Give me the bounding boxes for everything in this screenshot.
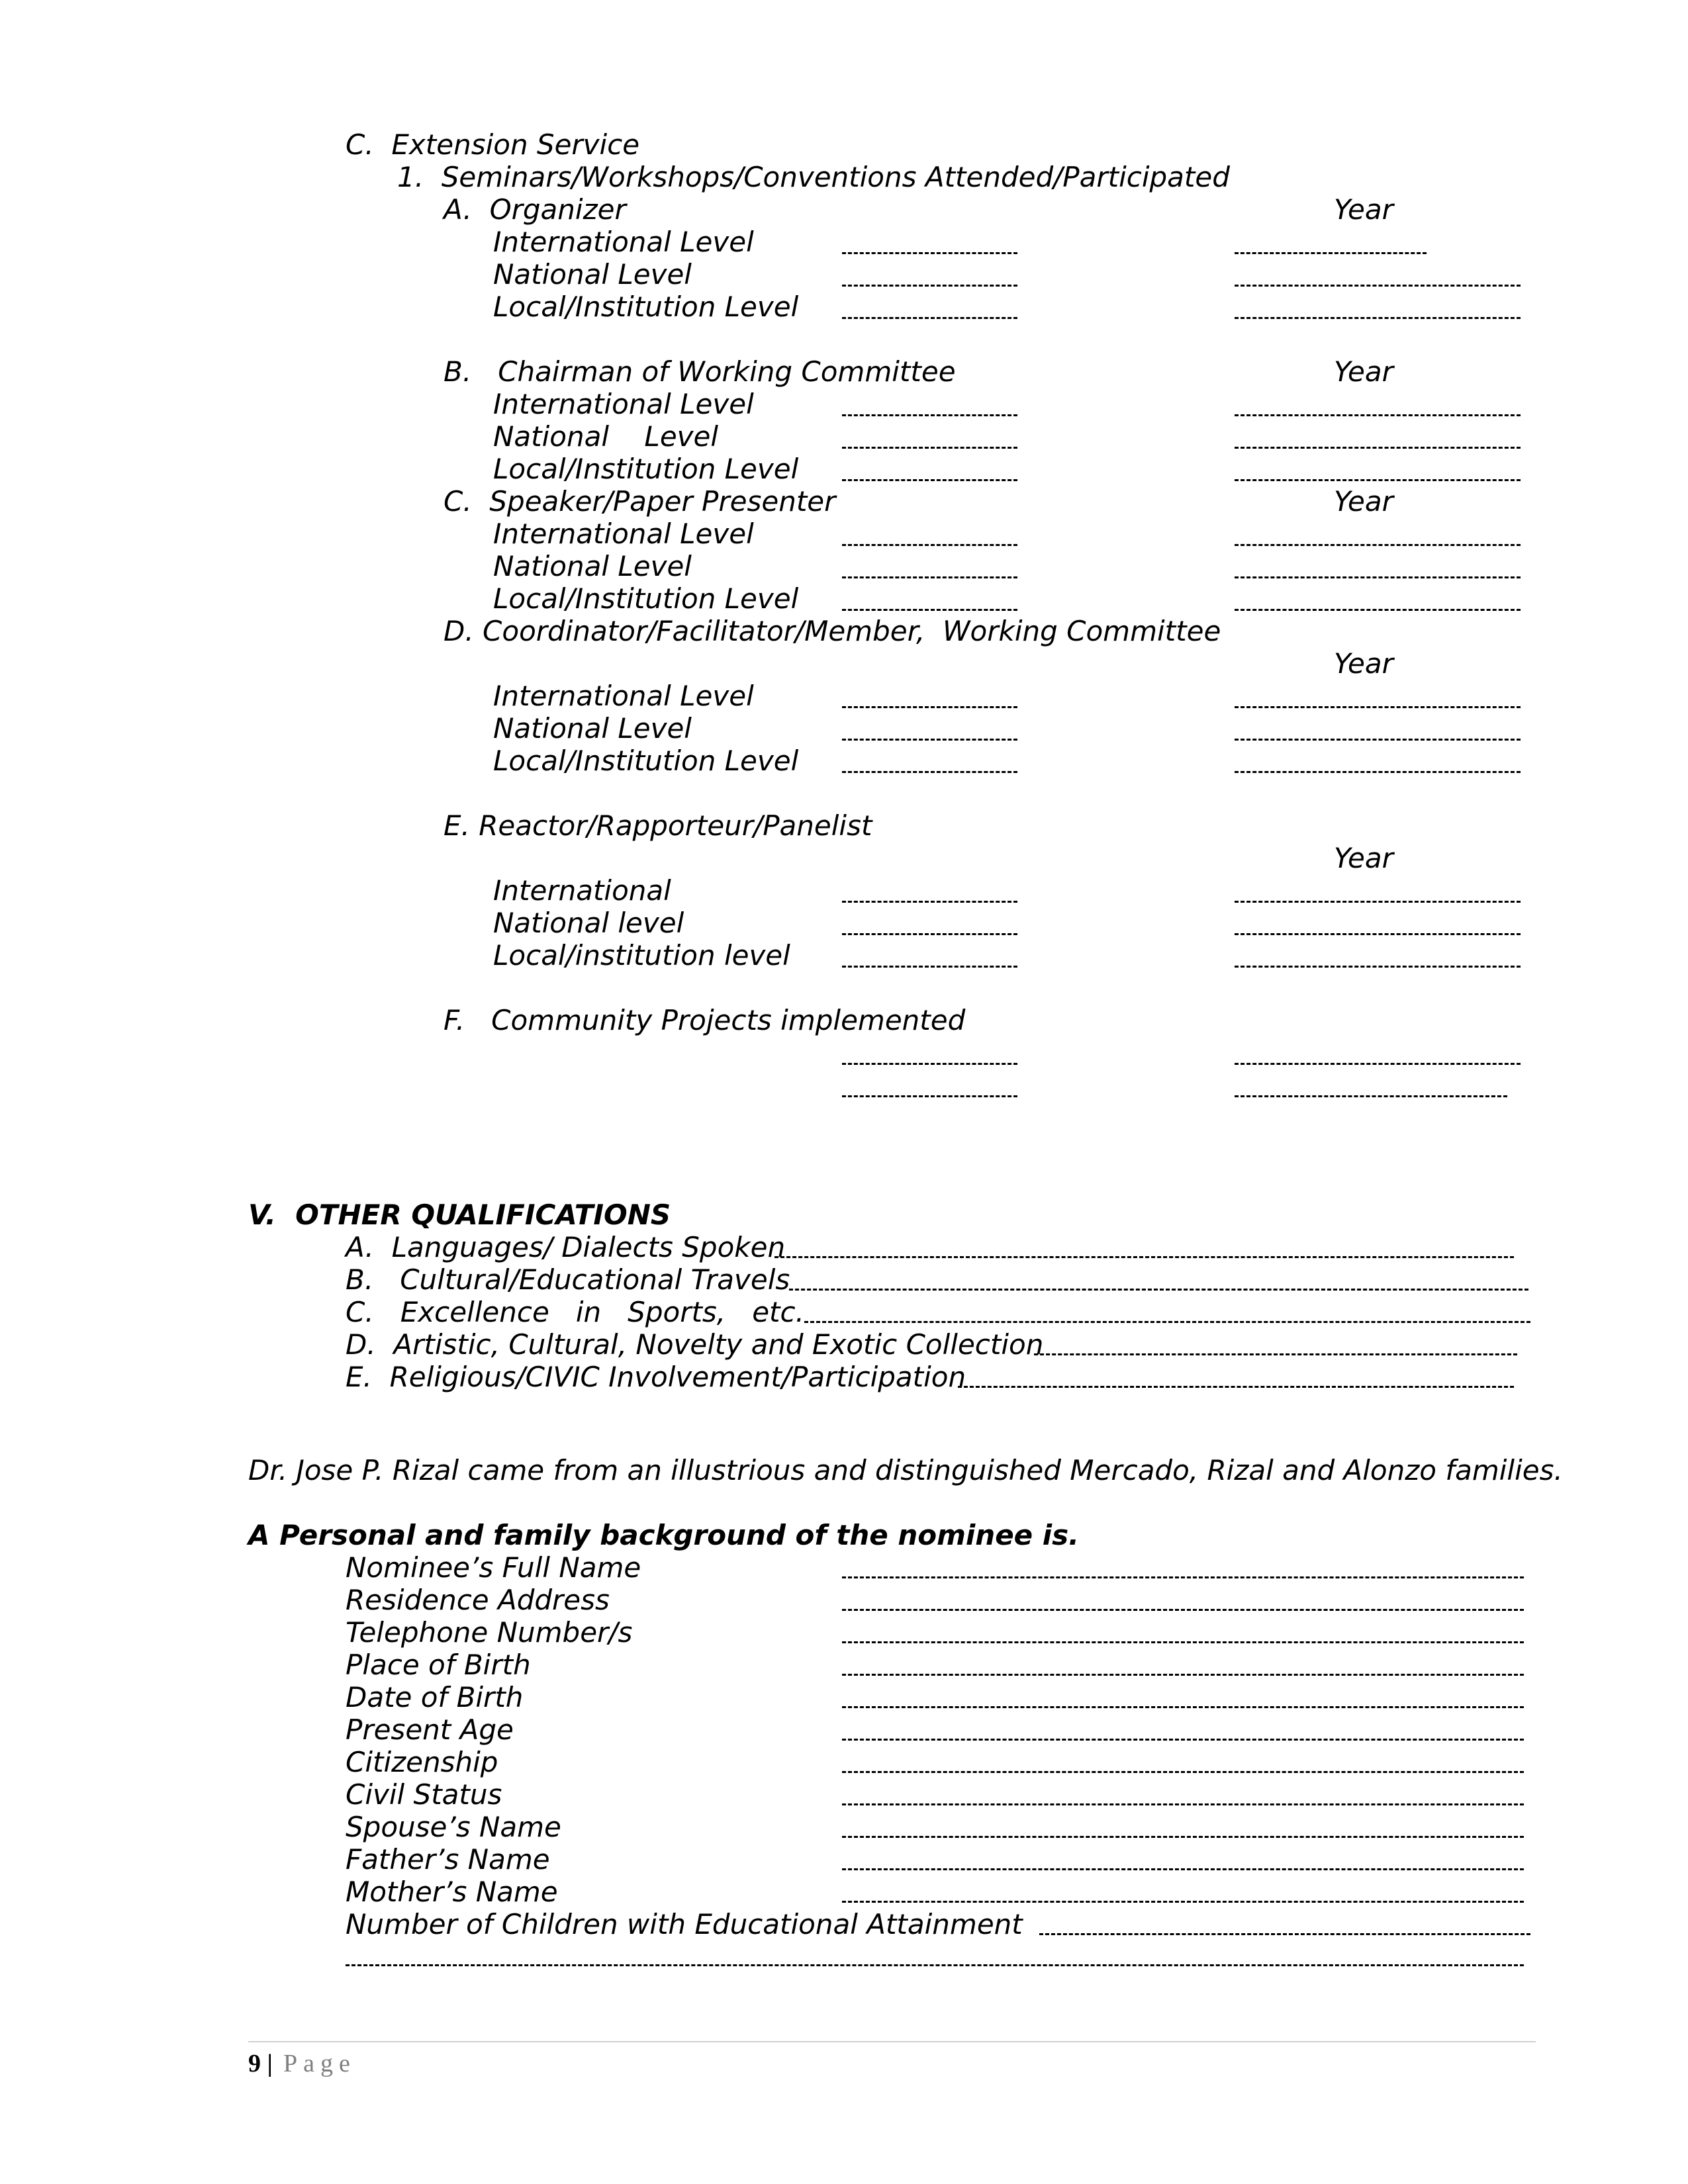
coordinator-national-year-field[interactable] <box>1235 739 1521 741</box>
organizer-national-year-field[interactable] <box>1235 285 1521 287</box>
coordinator-local-year-field[interactable] <box>1235 771 1521 773</box>
page-number: 9 | <box>248 2050 273 2077</box>
community-year-field-1[interactable] <box>1235 1063 1521 1065</box>
chairman-national-label: National Level <box>493 420 719 453</box>
collection-label: D. Artistic, Cultural, Novelty and Exotic Collection <box>346 1328 1044 1361</box>
page-label: Page <box>283 2050 356 2077</box>
year-label: Year <box>1334 842 1393 874</box>
children-label: Number of Children with Educational Attainment <box>346 1908 1023 1940</box>
coordinator-international-year-field[interactable] <box>1235 706 1521 708</box>
speaker-national-label: National Level <box>493 550 692 582</box>
speaker-heading: C. Speaker/Paper Presenter <box>444 485 836 518</box>
residence-field[interactable] <box>842 1609 1524 1611</box>
community-project-field-1[interactable] <box>842 1063 1017 1065</box>
civil-status-field[interactable] <box>842 1803 1524 1805</box>
coordinator-national-label: National Level <box>493 712 692 745</box>
chairman-international-label: International Level <box>493 388 754 420</box>
reactor-international-field[interactable] <box>842 901 1017 903</box>
community-heading: F. Community Projects implemented <box>444 1004 966 1036</box>
religious-field[interactable] <box>958 1386 1514 1388</box>
year-label: Year <box>1334 485 1393 518</box>
children-field[interactable] <box>1039 1933 1530 1935</box>
speaker-local-year-field[interactable] <box>1235 609 1521 611</box>
sports-label: C. Excellence in Sports, etc. <box>346 1296 804 1328</box>
chairman-national-field[interactable] <box>842 447 1017 449</box>
spouse-name-field[interactable] <box>842 1836 1524 1838</box>
sports-field[interactable] <box>804 1321 1530 1323</box>
footer-rule <box>248 2041 1536 2042</box>
rizal-statement: Dr. Jose P. Rizal came from an illustrious and distinguished Mercado, Rizal and Alonzo families. <box>248 1454 1563 1486</box>
citizenship-label: Citizenship <box>346 1746 498 1778</box>
speaker-local-field[interactable] <box>842 609 1017 611</box>
organizer-local-field[interactable] <box>842 317 1017 319</box>
civil-status-label: Civil Status <box>346 1778 502 1811</box>
reactor-local-label: Local/institution level <box>493 939 790 972</box>
organizer-international-year-field[interactable] <box>1235 252 1427 254</box>
speaker-national-field[interactable] <box>842 576 1017 578</box>
nominee-name-label: Nominee’s Full Name <box>346 1551 641 1584</box>
age-label: Present Age <box>346 1713 514 1746</box>
reactor-local-year-field[interactable] <box>1235 966 1521 968</box>
reactor-national-field[interactable] <box>842 933 1017 935</box>
reactor-national-year-field[interactable] <box>1235 933 1521 935</box>
collection-field[interactable] <box>1034 1353 1517 1355</box>
reactor-international-year-field[interactable] <box>1235 901 1521 903</box>
community-year-field-2[interactable] <box>1235 1095 1507 1097</box>
organizer-local-year-field[interactable] <box>1235 317 1521 319</box>
reactor-national-label: National level <box>493 907 684 939</box>
chairman-international-field[interactable] <box>842 414 1017 416</box>
father-name-field[interactable] <box>842 1868 1524 1870</box>
year-label: Year <box>1334 647 1393 680</box>
chairman-local-label: Local/Institution Level <box>493 453 799 485</box>
organizer-international-field[interactable] <box>842 252 1017 254</box>
travels-field[interactable] <box>789 1289 1528 1291</box>
speaker-international-year-field[interactable] <box>1235 544 1521 546</box>
languages-label: A. Languages/ Dialects Spoken <box>346 1231 786 1263</box>
spouse-name-label: Spouse’s Name <box>346 1811 561 1843</box>
coordinator-local-field[interactable] <box>842 771 1017 773</box>
chairman-national-year-field[interactable] <box>1235 447 1521 449</box>
background-heading: A Personal and family background of the nominee is. <box>248 1519 1080 1551</box>
organizer-heading: A. Organizer <box>444 193 626 226</box>
coordinator-local-label: Local/Institution Level <box>493 745 799 777</box>
organizer-international-label: International Level <box>493 226 754 258</box>
chairman-heading: B. Chairman of Working Committee <box>444 355 956 388</box>
father-name-label: Father’s Name <box>346 1843 550 1876</box>
coordinator-national-field[interactable] <box>842 739 1017 741</box>
reactor-heading: E. Reactor/Rapporteur/Panelist <box>444 809 872 842</box>
residence-label: Residence Address <box>346 1584 610 1616</box>
travels-label: B. Cultural/Educational Travels <box>346 1263 790 1296</box>
mother-name-label: Mother’s Name <box>346 1876 558 1908</box>
chairman-local-year-field[interactable] <box>1235 479 1521 481</box>
telephone-field[interactable] <box>842 1641 1524 1643</box>
coordinator-heading: D. Coordinator/Facilitator/Member, Working Committee <box>444 615 1221 647</box>
year-label: Year <box>1334 193 1393 226</box>
speaker-national-year-field[interactable] <box>1235 576 1521 578</box>
telephone-label: Telephone Number/s <box>346 1616 633 1649</box>
reactor-international-label: International <box>493 874 671 907</box>
coordinator-international-field[interactable] <box>842 706 1017 708</box>
age-field[interactable] <box>842 1739 1524 1741</box>
mother-name-field[interactable] <box>842 1901 1524 1903</box>
reactor-local-field[interactable] <box>842 966 1017 968</box>
birth-place-field[interactable] <box>842 1674 1524 1676</box>
organizer-national-field[interactable] <box>842 285 1017 287</box>
birth-place-label: Place of Birth <box>346 1649 531 1681</box>
speaker-international-label: International Level <box>493 518 754 550</box>
subheading-seminars: 1. Seminars/Workshops/Conventions Attended/Participated <box>397 161 1230 193</box>
languages-field[interactable] <box>774 1256 1514 1258</box>
children-continuation-field[interactable] <box>346 1964 1524 1966</box>
birth-date-field[interactable] <box>842 1706 1524 1708</box>
speaker-local-label: Local/Institution Level <box>493 582 799 615</box>
organizer-local-label: Local/Institution Level <box>493 291 799 323</box>
citizenship-field[interactable] <box>842 1771 1524 1773</box>
chairman-international-year-field[interactable] <box>1235 414 1521 416</box>
nominee-name-field[interactable] <box>842 1576 1524 1578</box>
other-qualifications-heading: V. OTHER QUALIFICATIONS <box>248 1199 671 1231</box>
speaker-international-field[interactable] <box>842 544 1017 546</box>
community-project-field-2[interactable] <box>842 1095 1017 1097</box>
section-heading-extension-service: C. Extension Service <box>346 128 640 161</box>
birth-date-label: Date of Birth <box>346 1681 524 1713</box>
religious-label: E. Religious/CIVIC Involvement/Participation <box>346 1361 966 1393</box>
year-label: Year <box>1334 355 1393 388</box>
organizer-national-label: National Level <box>493 258 692 291</box>
coordinator-international-label: International Level <box>493 680 754 712</box>
chairman-local-field[interactable] <box>842 479 1017 481</box>
